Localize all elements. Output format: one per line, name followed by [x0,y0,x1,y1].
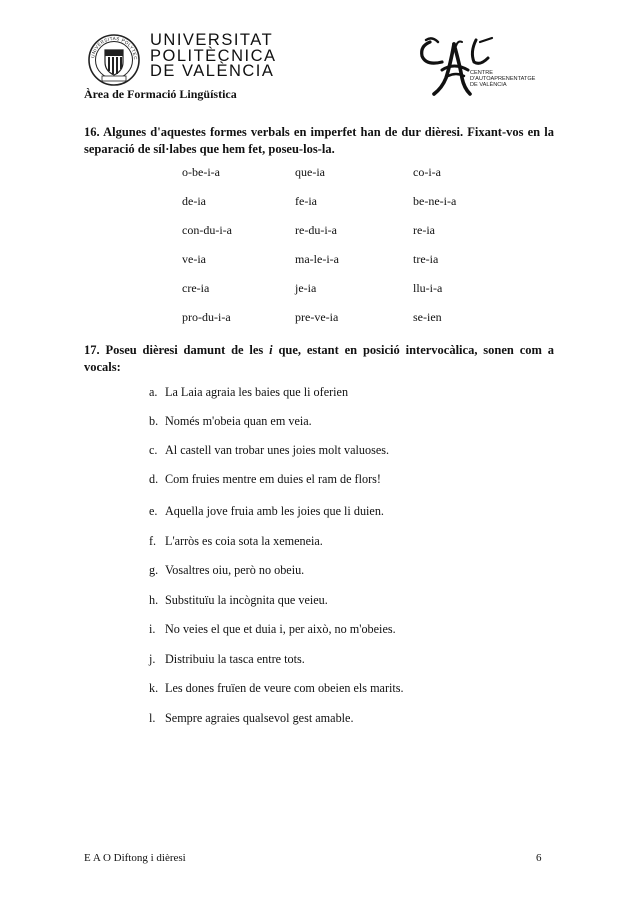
grid-cell: ma-le-i-a [295,252,339,266]
sentence-text: Al castell van trobar unes joies molt valuoses. [165,443,390,457]
sentence-item [149,534,549,552]
exercise-17-emphasis: i [269,343,273,357]
grid-row [84,223,554,240]
sentence-text: Substituïu la incògnita que veieu. [165,593,328,607]
university-name [150,33,277,80]
grid-cell: cre-ia [182,281,210,295]
grid-row [84,252,554,269]
exercise-17-text-end: que, estant en posició intervocàlica, sonen com a vocals: [84,343,554,374]
page-number: 6 [536,852,542,864]
exercise-17-text-start: 17. Poseu dièresi damunt de les [84,343,270,357]
sentence-text: Aquella jove fruia amb les joies que li duien. [165,504,384,518]
sentence-letter: a. [149,385,158,399]
sentence-letter: k. [149,681,159,695]
exercise-17-instruction [84,342,554,376]
sentence-text: L'arròs es coia sota la xemeneia. [165,534,323,548]
sentence-text: No veies el que et duia i, per això, no m'obeies. [165,622,396,636]
grid-cell: llu-i-a [413,281,443,295]
university-seal-logo [88,34,140,86]
grid-cell: re-ia [413,223,435,237]
grid-cell: ve-ia [182,252,206,266]
sentence-text: Com fruies mentre em duies el ram de flors! [165,472,381,486]
centre-line-1: CENTRE [470,70,493,76]
sentence-item [149,622,549,640]
grid-cell: je-ia [295,281,317,295]
sentence-text: Vosaltres oiu, però no obeiu. [165,563,305,577]
sentence-item [149,385,549,403]
sentence-letter: d. [149,472,159,486]
grid-cell: co-i-a [413,165,441,179]
sentence-letter: g. [149,563,159,577]
centre-logo-text [470,70,535,89]
grid-row [84,281,554,298]
sentence-item [149,563,549,581]
footer-title: E A O Diftong i dièresi [84,852,186,864]
grid-cell: pro-du-i-a [182,310,231,324]
grid-cell: de-ia [182,194,206,208]
sentence-letter: e. [149,504,158,518]
sentence-item [149,652,549,670]
sentence-letter: i. [149,622,156,636]
grid-cell: fe-ia [295,194,317,208]
grid-cell: tre-ia [413,252,439,266]
centre-line-3: DE VALÈNCIA [470,82,507,89]
centre-line-2: D'AUTOAPRENENTATGE [470,76,536,83]
grid-cell: re-du-i-a [295,223,337,237]
sentence-letter: h. [149,593,159,607]
sentence-text: Distribuiu la tasca entre tots. [165,652,305,666]
grid-cell: pre-ve-ia [295,310,339,324]
sentence-text: Només m'obeia quan em veia. [165,414,312,428]
university-line-3: DE VALÈNCIA [150,62,275,80]
sentence-text: Les dones fruïen de veure com obeien els marits. [165,681,404,695]
grid-cell: be-ne-i-a [413,194,457,208]
university-line-1: UNIVERSITAT [150,31,274,49]
university-line-2: POLITÈCNICA [150,46,277,65]
exercise-16-instruction: 16. Algunes d'aquestes formes verbals en imperfet han de dur dièresi. Fixant-vos en la separació de síl·labes que hem fet, poseu-los-la. [84,125,554,156]
sentence-item [149,504,549,522]
area-title: Àrea de Formació Lingüística [84,87,237,101]
sentence-text: La Laia agraia les baies que li oferien [165,385,349,399]
sentence-item [149,414,549,432]
grid-row [84,194,554,211]
sentence-letter: c. [149,443,158,457]
grid-cell: o-be-i-a [182,165,220,179]
sentence-item [149,443,549,461]
grid-row [84,165,554,182]
sentence-item [149,711,549,729]
sentence-letter: l. [149,711,156,725]
grid-row [84,310,554,327]
grid-cell: se-ien [413,310,442,324]
sentence-letter: j. [149,652,156,666]
sentence-letter: f. [149,534,157,548]
grid-cell: que-ia [295,165,325,179]
sentence-item [149,593,549,611]
sentence-item [149,681,549,699]
sentence-text: Sempre agraies qualsevol gest amable. [165,711,354,725]
seal-text: UNIVERSITAS POLYTEC [90,35,139,61]
centre-logo [418,36,544,98]
sentence-letter: b. [149,414,159,428]
sentence-item [149,472,549,490]
grid-cell: con-du-i-a [182,223,232,237]
